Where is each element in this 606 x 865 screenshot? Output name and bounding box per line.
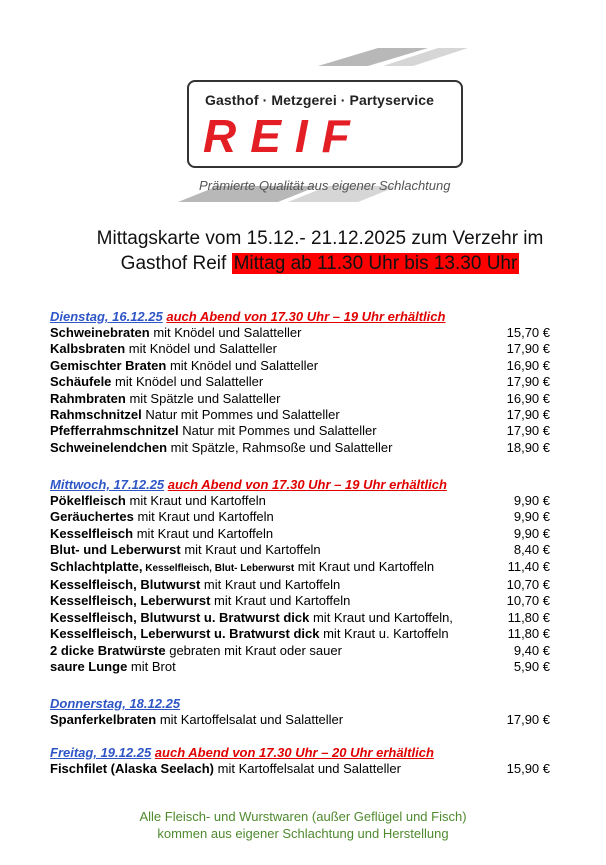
section-evening-note: auch Abend von 17.30 Uhr – 20 Uhr erhältlich <box>154 745 434 760</box>
menu-item <box>50 577 556 593</box>
menu-item-price: 17,90 € <box>506 423 550 439</box>
menu-item <box>50 325 556 341</box>
menu-item-price: 17,90 € <box>506 374 550 390</box>
menu-item-price: 9,90 € <box>513 509 550 525</box>
menu-item-dish <box>50 712 343 728</box>
menu-item <box>50 440 556 456</box>
menu-item <box>50 341 556 357</box>
menu-item-price: 8,40 € <box>513 542 550 558</box>
menu-item <box>50 493 556 509</box>
menu-item-price: 11,40 € <box>507 558 550 574</box>
section-heading <box>50 745 556 761</box>
menu-item <box>50 407 556 423</box>
menu-item-price: 17,90 € <box>506 341 550 357</box>
menu-item-name: Kesselfleisch, Leberwurst u. Bratwurst dick <box>50 626 320 642</box>
menu-item-description: mit Kraut und Kartoffeln <box>210 593 351 609</box>
menu-item-name: Pökelfleisch <box>50 493 126 508</box>
menu-item-description: mit Knödel und Salatteller <box>125 341 277 357</box>
footer-line-1: Alle Fleisch- und Wurstwaren (außer Geflügel und Fisch) <box>139 809 467 824</box>
menu-item-price: 18,90 € <box>506 439 550 455</box>
menu-item-description: mit Kartoffelsalat und Salatteller <box>156 712 344 727</box>
menu-item <box>50 626 556 642</box>
logo-name: REIF <box>203 110 364 162</box>
menu-item-dish <box>50 423 377 439</box>
logo-tagline: Prämierte Qualität aus eigener Schlachtung <box>199 178 451 193</box>
menu-item <box>50 643 556 659</box>
menu-item-description: mit Kraut und Kartoffeln <box>294 558 435 574</box>
menu-item-description: mit Knödel und Salatteller <box>166 357 319 373</box>
menu-item-description: mit Spätzle und Salatteller <box>125 390 281 406</box>
menu-item-name: Kalbsbraten <box>50 341 126 357</box>
menu-item <box>50 374 556 390</box>
menu-item <box>50 610 556 626</box>
section-day: Freitag, 19.12.25 <box>50 745 152 760</box>
menu-item-description: mit Kraut und Kartoffeln <box>133 525 274 541</box>
menu-item-dish <box>50 626 449 642</box>
menu-item-dish <box>50 610 453 626</box>
menu-item-dish <box>50 493 266 509</box>
menu-item-name: Rahmschnitzel <box>50 407 142 423</box>
section-day: Mittwoch, 17.12.25 <box>50 477 165 492</box>
menu-item-price: 11,80 € <box>507 609 550 625</box>
menu-item-dish <box>50 526 273 542</box>
footer-note <box>0 808 606 842</box>
menu-item-price: 10,70 € <box>506 577 550 593</box>
menu-item-price: 15,90 € <box>506 761 550 776</box>
menu-item-dish <box>50 509 274 525</box>
menu-item-components: Kesselfleisch, Blut- Leberwurst <box>142 562 295 574</box>
menu-item-name: Pfefferrahmschnitzel <box>50 423 179 439</box>
menu-item-price: 16,90 € <box>506 357 550 373</box>
menu-item-dish <box>50 542 321 558</box>
menu-item-name: Rahmbraten <box>50 390 126 406</box>
menu-item-description: mit Kraut und Kartoffeln <box>180 542 321 558</box>
menu-item-price: 9,90 € <box>513 525 550 541</box>
menu-item <box>50 423 556 439</box>
menu-item-price: 11,80 € <box>507 626 550 642</box>
section-heading <box>50 477 556 493</box>
menu-item-description: mit Spätzle, Rahmsoße und Salatteller <box>167 439 393 455</box>
section-wednesday <box>50 477 556 675</box>
title-venue: Gasthof Reif <box>120 253 227 274</box>
menu-item <box>50 391 556 407</box>
menu-item-price: 17,90 € <box>506 712 550 727</box>
menu-item-description: mit Kraut und Kartoffeln, <box>309 609 453 625</box>
menu-item-price: 9,90 € <box>513 493 550 508</box>
menu-item-name: saure Lunge <box>50 659 128 675</box>
menu-item-dish <box>50 761 401 777</box>
menu-item <box>50 761 556 777</box>
menu-item-dish <box>50 341 277 357</box>
section-heading <box>50 696 556 712</box>
menu-item-description: mit Kraut u. Kartoffeln <box>319 626 449 642</box>
section-day: Dienstag, 16.12.25 <box>50 309 163 324</box>
menu-item-dish <box>50 593 350 609</box>
menu-item-name: Kesselfleisch <box>50 525 134 541</box>
menu-item-description: Natur mit Pommes und Salatteller <box>141 407 340 423</box>
menu-item-dish <box>50 374 263 390</box>
menu-item-name: Schweinebraten <box>50 325 150 340</box>
menu-item-dish <box>50 440 392 456</box>
menu-item <box>50 509 556 525</box>
menu-item-description: mit Brot <box>127 659 176 675</box>
menu-item-description: mit Kraut und Kartoffeln <box>125 493 266 508</box>
logo-frame <box>187 80 463 168</box>
menu-item-price: 10,70 € <box>506 593 550 609</box>
restaurant-logo <box>178 46 468 206</box>
menu-item-price: 16,90 € <box>506 390 550 406</box>
menu-item-dish <box>50 358 318 374</box>
title-line-1: Mittagskarte vom 15.12.- 21.12.2025 zum Verzehr im <box>96 228 544 249</box>
section-evening-note: auch Abend von 17.30 Uhr – 19 Uhr erhältlich <box>167 477 447 492</box>
menu-title <box>50 226 590 276</box>
menu-item-description: mit Knödel und Salatteller <box>111 374 264 390</box>
menu-item-name: Gemischter Braten <box>50 357 167 373</box>
section-tuesday <box>50 309 556 456</box>
menu-item-description: gebraten mit Kraut oder sauer <box>165 642 342 658</box>
title-line-2 <box>50 251 590 276</box>
menu-item-name: Kesselfleisch, Blutwurst <box>50 577 201 593</box>
section-friday <box>50 745 556 777</box>
menu-item-name: Geräuchertes <box>50 509 134 525</box>
menu-item-price: 9,40 € <box>513 642 550 658</box>
section-day: Donnerstag, 18.12.25 <box>50 696 181 711</box>
menu-item <box>50 559 556 577</box>
menu-item-description: mit Kartoffelsalat und Salatteller <box>214 761 401 776</box>
menu-item-dish <box>50 407 340 423</box>
menu-item-name: Kesselfleisch, Leberwurst <box>50 593 211 609</box>
menu-item-dish <box>50 559 434 577</box>
menu-item-description: mit Kraut und Kartoffeln <box>133 509 274 525</box>
menu-item-name: Schäufele <box>50 374 112 390</box>
menu-item-description: mit Knödel und Salatteller <box>149 325 302 340</box>
menu-item-name: Schlachtplatte, <box>50 558 143 574</box>
menu-item-name: Kesselfleisch, Blutwurst u. Bratwurst dick <box>50 609 310 625</box>
menu-item-dish <box>50 659 176 675</box>
menu-item-dish <box>50 643 342 659</box>
menu-item-name: 2 dicke Bratwürste <box>50 642 166 658</box>
menu-item <box>50 358 556 374</box>
menu-item-dish <box>50 325 301 341</box>
section-thursday <box>50 696 556 728</box>
section-evening-note: auch Abend von 17.30 Uhr – 19 Uhr erhältlich <box>166 309 446 324</box>
menu-item-price: 17,90 € <box>506 407 550 423</box>
menu-item <box>50 542 556 558</box>
menu-item-name: Blut- und Leberwurst <box>50 542 181 558</box>
footer-line-2: kommen aus eigener Schlachtung und Herstellung <box>157 826 449 841</box>
menu-item-description: Natur mit Pommes und Salatteller <box>178 423 377 439</box>
title-time-highlight: Mittag ab 11.30 Uhr bis 13.30 Uhr <box>233 253 518 274</box>
menu-item-price: 15,70 € <box>506 325 550 340</box>
menu-item-price: 5,90 € <box>513 659 550 675</box>
menu-item <box>50 659 556 675</box>
menu-item <box>50 712 556 728</box>
menu-item-name: Fischfilet (Alaska Seelach) <box>50 761 215 776</box>
menu-item-description: mit Kraut und Kartoffeln <box>200 577 341 593</box>
menu-item-name: Spanferkelbraten <box>50 712 157 727</box>
menu-item-dish <box>50 577 340 593</box>
menu-item <box>50 593 556 609</box>
logo-services-text: Gasthof · Metzgerei · Partyservice <box>205 92 435 108</box>
menu-item-dish <box>50 391 281 407</box>
section-heading <box>50 309 556 325</box>
menu-item <box>50 526 556 542</box>
menu-item-name: Schweinelendchen <box>50 439 168 455</box>
